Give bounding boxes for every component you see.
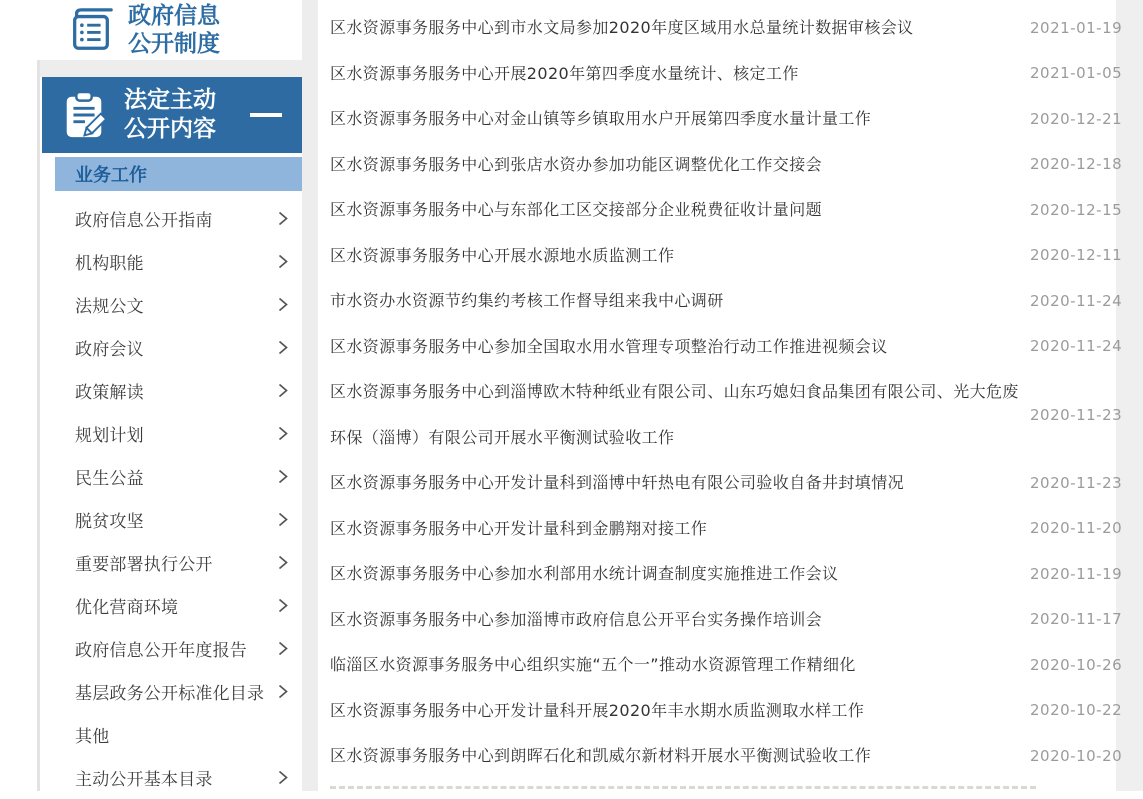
news-list-item[interactable] <box>330 278 1123 324</box>
sidebar-menu-item[interactable] <box>55 283 302 326</box>
sidebar-menu-item-label: 政策解读 <box>75 383 144 403</box>
sidebar-menu-item-label: 重要部署执行公开 <box>75 555 213 575</box>
sidebar-menu-item[interactable] <box>55 197 302 240</box>
clipped-next-row <box>330 786 1036 789</box>
chevron-right-icon <box>277 683 289 700</box>
news-item-title[interactable]: 区水资源事务服务中心开发计量科开展2020年丰水期水质监测取水样工作 <box>330 700 865 720</box>
sidebar-menu-item-label: 法规公文 <box>75 297 144 317</box>
news-item-title[interactable]: 区水资源事务服务中心到淄博欧木特种纸业有限公司、山东巧媳妇食品集团有限公司、光大危废环保（淄博）有限公司开展水平衡测试验收工作 <box>330 382 1019 447</box>
sidebar-menu-item[interactable] <box>55 670 302 713</box>
news-item-date: 2020-11-24 <box>1030 337 1123 356</box>
chevron-right-icon <box>277 382 289 399</box>
sidebar-card-info-disclosure-system[interactable] <box>45 0 302 60</box>
news-item-date: 2020-11-20 <box>1030 519 1123 538</box>
ledger-list-icon <box>67 5 115 55</box>
news-item-date: 2020-10-22 <box>1030 701 1123 720</box>
chevron-right-icon <box>277 210 289 227</box>
sidebar-item-business-work-active[interactable] <box>55 157 302 191</box>
news-list-item[interactable] <box>330 51 1123 97</box>
news-item-title[interactable]: 区水资源事务服务中心参加水利部用水统计调查制度实施推进工作会议 <box>330 564 839 583</box>
news-item-date: 2020-12-11 <box>1030 246 1123 265</box>
sidebar-menu-item-label: 主动公开基本目录 <box>75 770 213 790</box>
clipboard-pencil-icon <box>60 89 108 141</box>
news-list-item[interactable] <box>330 460 1123 506</box>
sidebar-menu-item[interactable] <box>55 498 302 541</box>
news-item-date: 2020-12-15 <box>1030 200 1123 219</box>
sidebar-menu-item-label: 政府信息公开年度报告 <box>75 641 247 661</box>
sidebar-menu-item-label: 规划计划 <box>75 426 144 446</box>
sidebar-section-statutory-disclosure[interactable] <box>42 77 302 153</box>
sidebar-gap-strip <box>40 60 302 77</box>
news-item-date: 2020-10-26 <box>1030 655 1123 674</box>
sidebar-menu-item-label: 基层政务公开标准化目录 <box>75 684 265 704</box>
news-list-item[interactable] <box>330 5 1123 51</box>
chevron-right-icon <box>277 769 289 786</box>
news-item-date: 2020-11-24 <box>1030 291 1123 310</box>
news-list <box>318 0 1123 791</box>
sidebar-menu-item-label: 其他 <box>75 727 110 747</box>
sidebar-card-info-disclosure-system-label: 政府信息 公开制度 <box>128 3 220 57</box>
news-item-date: 2021-01-19 <box>1030 18 1123 37</box>
sidebar-menu-item-label: 政府会议 <box>75 340 144 360</box>
minus-icon[interactable] <box>250 113 282 117</box>
sidebar-section-statutory-disclosure-label: 法定主动 公开内容 <box>124 87 216 142</box>
news-item-title[interactable]: 区水资源事务服务中心开发计量科到金鹏翔对接工作 <box>330 518 708 538</box>
sidebar-menu <box>55 191 302 791</box>
news-item-title[interactable]: 区水资源事务服务中心参加全国取水用水管理专项整治行动工作推进视频会议 <box>330 336 888 356</box>
news-item-title[interactable]: 区水资源事务服务中心到市水文局参加2020年度区域用水总量统计数据审核会议 <box>330 18 914 37</box>
news-item-title[interactable]: 区水资源事务服务中心对金山镇等乡镇取用水户开展第四季度水量计量工作 <box>330 109 872 128</box>
sidebar-menu-item-label: 脱贫攻坚 <box>75 512 144 532</box>
news-item-title[interactable]: 临淄区水资源事务服务中心组织实施“五个一”推动水资源管理工作精细化 <box>330 655 856 674</box>
news-item-title[interactable]: 市水资办水资源节约集约考核工作督导组来我中心调研 <box>330 291 724 310</box>
news-item-date: 2020-11-23 <box>1030 473 1123 492</box>
news-item-date: 2021-01-05 <box>1030 64 1123 83</box>
news-item-date: 2020-10-20 <box>1030 746 1123 765</box>
sidebar-menu-item-label: 民生公益 <box>75 469 144 489</box>
sidebar-menu-item-label: 优化营商环境 <box>75 598 179 618</box>
sidebar-left-border <box>37 60 40 791</box>
chevron-right-icon <box>277 253 289 270</box>
news-item-title[interactable]: 区水资源事务服务中心到朗晖石化和凯威尔新材料开展水平衡测试验收工作 <box>330 746 872 765</box>
news-list-item[interactable] <box>330 233 1123 279</box>
news-list-item[interactable] <box>330 597 1123 643</box>
news-item-title[interactable]: 区水资源事务服务中心开发计量科到淄博中轩热电有限公司验收自备井封填情况 <box>330 473 905 492</box>
news-list-item[interactable] <box>330 642 1123 688</box>
sidebar-menu-item[interactable] <box>55 412 302 455</box>
news-item-title[interactable]: 区水资源事务服务中心开展水源地水质监测工作 <box>330 245 675 265</box>
news-item-title[interactable]: 区水资源事务服务中心与东部化工区交接部分企业税费征收计量问题 <box>330 200 823 219</box>
chevron-right-icon <box>277 554 289 571</box>
news-list-item[interactable] <box>330 96 1123 142</box>
news-list-item[interactable] <box>330 551 1123 597</box>
news-item-date: 2020-11-17 <box>1030 610 1123 629</box>
news-item-date: 2020-12-21 <box>1030 109 1123 128</box>
panel-gap-strip <box>302 0 318 791</box>
news-list-item[interactable] <box>330 688 1123 734</box>
sidebar-menu-item[interactable] <box>55 713 302 756</box>
sidebar-menu-item[interactable] <box>55 541 302 584</box>
chevron-right-icon <box>277 425 289 442</box>
news-list-item[interactable] <box>330 369 1123 460</box>
chevron-right-icon <box>277 511 289 528</box>
chevron-right-icon <box>277 597 289 614</box>
sidebar-menu-item[interactable] <box>55 627 302 670</box>
news-item-title[interactable]: 区水资源事务服务中心参加淄博市政府信息公开平台实务操作培训会 <box>330 609 823 629</box>
sidebar-menu-item[interactable] <box>55 455 302 498</box>
sidebar-menu-item[interactable] <box>55 756 302 799</box>
news-item-title[interactable]: 区水资源事务服务中心开展2020年第四季度水量统计、核定工作 <box>330 63 799 83</box>
news-list-item[interactable] <box>330 187 1123 233</box>
chevron-right-icon <box>277 640 289 657</box>
sidebar-menu-item-label: 机构职能 <box>75 254 144 274</box>
chevron-right-icon <box>277 296 289 313</box>
sidebar-menu-item[interactable] <box>55 240 302 283</box>
news-item-date: 2020-11-19 <box>1030 564 1123 583</box>
sidebar-menu-item-label: 政府信息公开指南 <box>75 211 213 231</box>
news-list-item[interactable] <box>330 506 1123 552</box>
news-list-item[interactable] <box>330 733 1123 779</box>
sidebar-menu-item[interactable] <box>55 326 302 369</box>
sidebar-menu-item[interactable] <box>55 584 302 627</box>
news-item-date: 2020-12-18 <box>1030 155 1123 174</box>
news-list-item[interactable] <box>330 142 1123 188</box>
sidebar-item-business-work-label: 业务工作 <box>75 165 147 186</box>
chevron-right-icon <box>277 339 289 356</box>
news-item-title[interactable]: 区水资源事务服务中心到张店水资办参加功能区调整优化工作交接会 <box>330 154 823 174</box>
news-list-item[interactable] <box>330 324 1123 370</box>
news-item-date: 2020-11-23 <box>1030 405 1123 424</box>
sidebar-menu-item[interactable] <box>55 369 302 412</box>
chevron-right-icon <box>277 468 289 485</box>
